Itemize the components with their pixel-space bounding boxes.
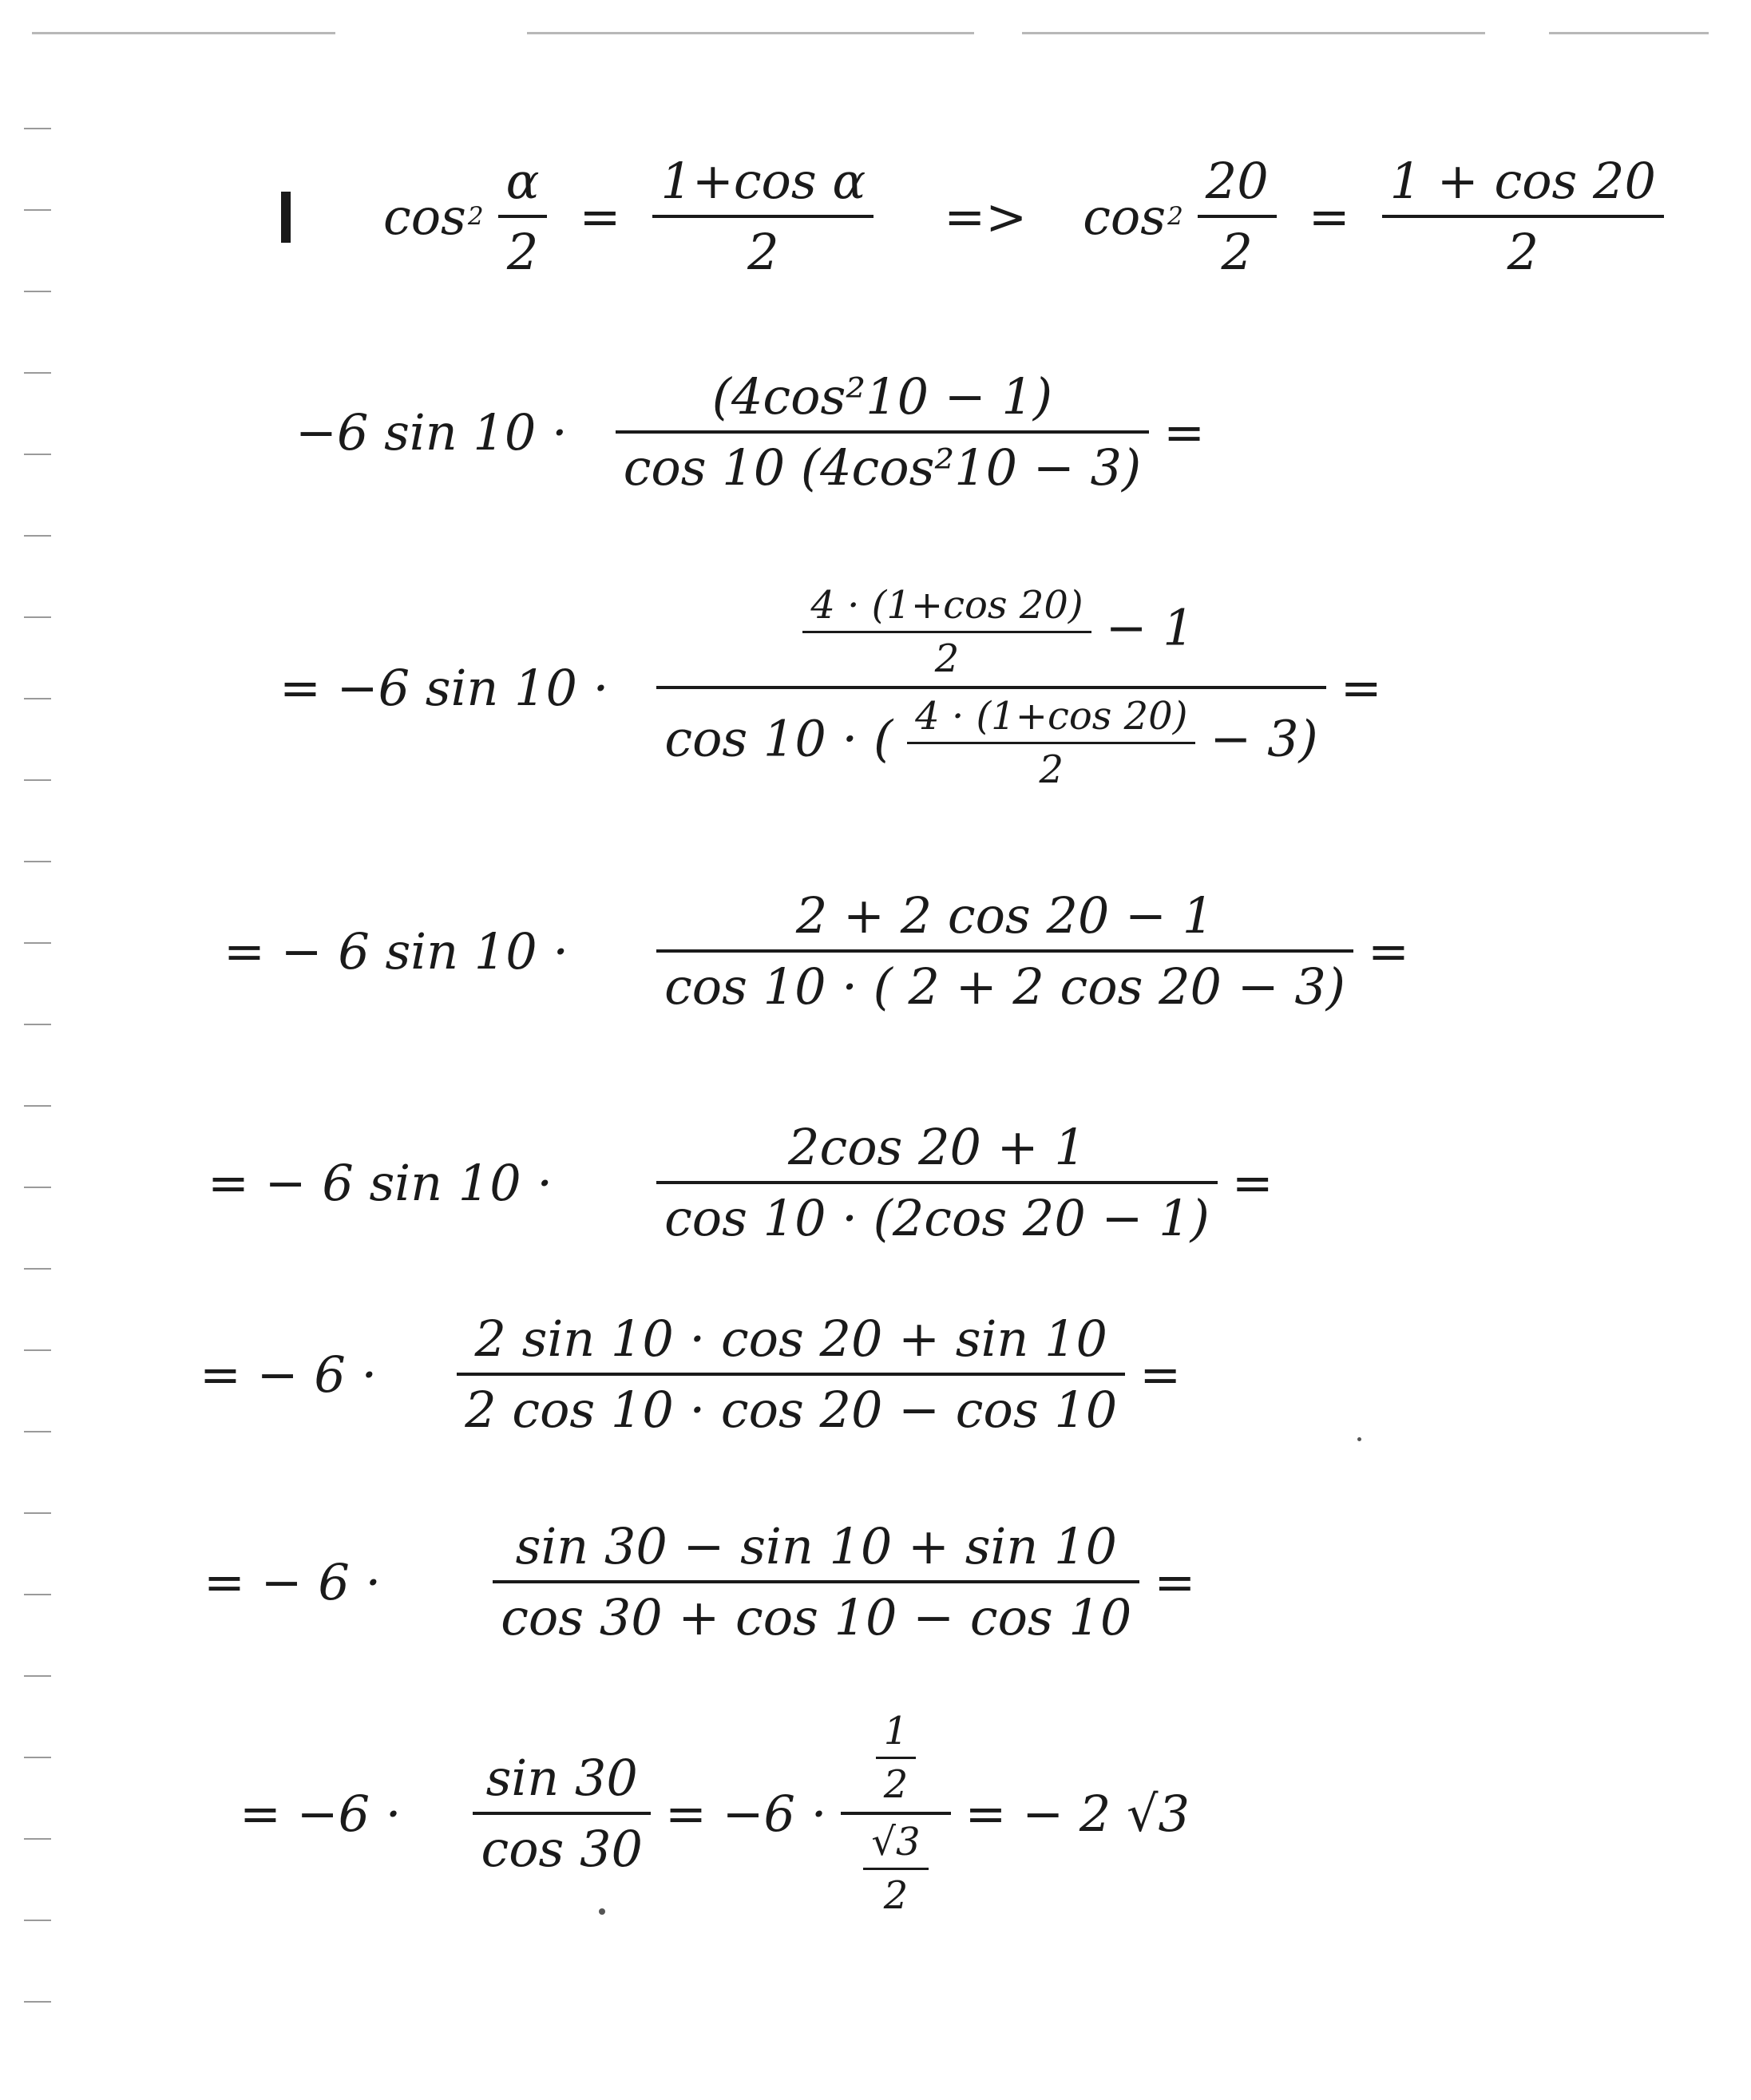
numerator [780,583,1202,681]
fraction [1382,152,1664,281]
numerator: sin 30 [485,1749,638,1807]
numerator: (4cos²10 − 1) [711,367,1053,426]
fraction [616,367,1149,497]
inner-numerator: 4 · (1+cos 20) [810,583,1083,628]
equals-sign: = [1139,1345,1182,1404]
numerator: sin 30 − sin 10 + sin 10 [515,1517,1117,1575]
denominator: cos 30 + cos 10 − cos 10 [501,1588,1132,1646]
final-result: = − 2 √3 [965,1784,1190,1843]
denominator-end: − 3) [1210,709,1318,768]
denominator: 2 cos 10 · cos 20 − cos 10 [465,1381,1118,1439]
fraction [457,1310,1125,1439]
numerator: 1+cos α [660,152,866,210]
equation-line-7 [204,1517,1195,1646]
compound-fraction [841,1709,950,1918]
prefix-term: = −6 sin 10 · [279,658,609,717]
stray-mark [1357,1437,1361,1441]
inner-denominator: 2 [934,636,960,681]
fraction [656,886,1353,1016]
exponent: 2 [467,202,484,231]
equation-line-5 [208,1118,1274,1247]
equals-sign: = [1368,921,1409,981]
equation-line-1 [383,152,1678,281]
numerator: 2 + 2 cos 20 − 1 [795,886,1214,945]
prefix-term: = − 6 · [204,1552,382,1611]
denominator: cos 10 (4cos²10 − 3) [623,438,1142,497]
prefix-term: −6 sin 10 · [295,402,568,462]
compound-fraction [656,583,1325,792]
denominator: cos 10 · ( 2 + 2 cos 20 − 3) [664,957,1345,1016]
numerator: 1 + cos 20 [1389,152,1656,210]
inner-numerator: √3 [871,1820,921,1864]
denominator: 2 [747,223,779,281]
fraction [473,1749,650,1878]
inner-denominator: 2 [883,1762,909,1807]
numerator: 2 sin 10 · cos 20 + sin 10 [474,1310,1107,1368]
fraction [652,152,874,281]
numerator: 20 [1205,152,1269,210]
numerator: α [505,152,540,210]
prefix-term: = − 6 sin 10 · [224,921,569,981]
fraction [1198,152,1277,281]
inner-fraction [876,1709,917,1807]
equals-sign: = [1154,1552,1196,1611]
numerator: 2cos 20 + 1 [788,1118,1086,1176]
inner-numerator: 1 [883,1709,909,1753]
top-rule [1293,32,1485,34]
inner-numerator: 4 · (1+cos 20) [915,694,1188,739]
inner-denominator: 2 [1039,747,1064,792]
inner-denominator: 2 [883,1873,909,1918]
exponent: 2 [1167,202,1183,231]
equation-line-6 [200,1310,1181,1439]
inner-fraction [907,694,1195,792]
prefix-term: = − 6 · [200,1345,378,1404]
denominator: 2 [1221,223,1253,281]
denominator-start: cos 10 · ( [664,709,893,768]
prefix-term: = − 6 sin 10 · [208,1153,553,1212]
prefix-term: = −6 · [240,1784,402,1843]
equals-sign: = [579,187,621,246]
denominator [841,1820,950,1918]
top-rule [32,32,335,34]
inner-fraction [863,1820,928,1918]
cos-label: cos [383,187,466,246]
minus-term: − 1 [1105,598,1194,657]
denominator [656,694,1325,792]
denominator: 2 [506,223,539,281]
equals-sign: = [1308,187,1350,246]
equation-line-8 [240,1709,1190,1918]
equals-sign: = [1163,402,1206,462]
equals-sign: = [1231,1153,1274,1212]
equation-line-2 [295,367,1205,497]
inner-fraction [802,583,1091,681]
equals-sign: = [1340,658,1382,717]
denominator: cos 10 · (2cos 20 − 1) [664,1189,1210,1247]
denominator: cos 30 [481,1820,643,1878]
top-rule [527,32,974,34]
margin-mark [281,192,291,243]
implies-sign: => [944,187,1028,246]
top-rule [1022,32,1309,34]
denominator: 2 [1507,223,1539,281]
fraction [656,1118,1218,1247]
stray-mark [599,1908,605,1915]
fraction [493,1517,1139,1646]
fraction [498,152,548,281]
top-rule [1549,32,1709,34]
cos-label: cos [1083,187,1167,246]
numerator [854,1709,939,1807]
middle-term: = −6 · [664,1784,827,1843]
equation-line-4 [224,886,1409,1016]
equation-line-3 [279,583,1382,792]
